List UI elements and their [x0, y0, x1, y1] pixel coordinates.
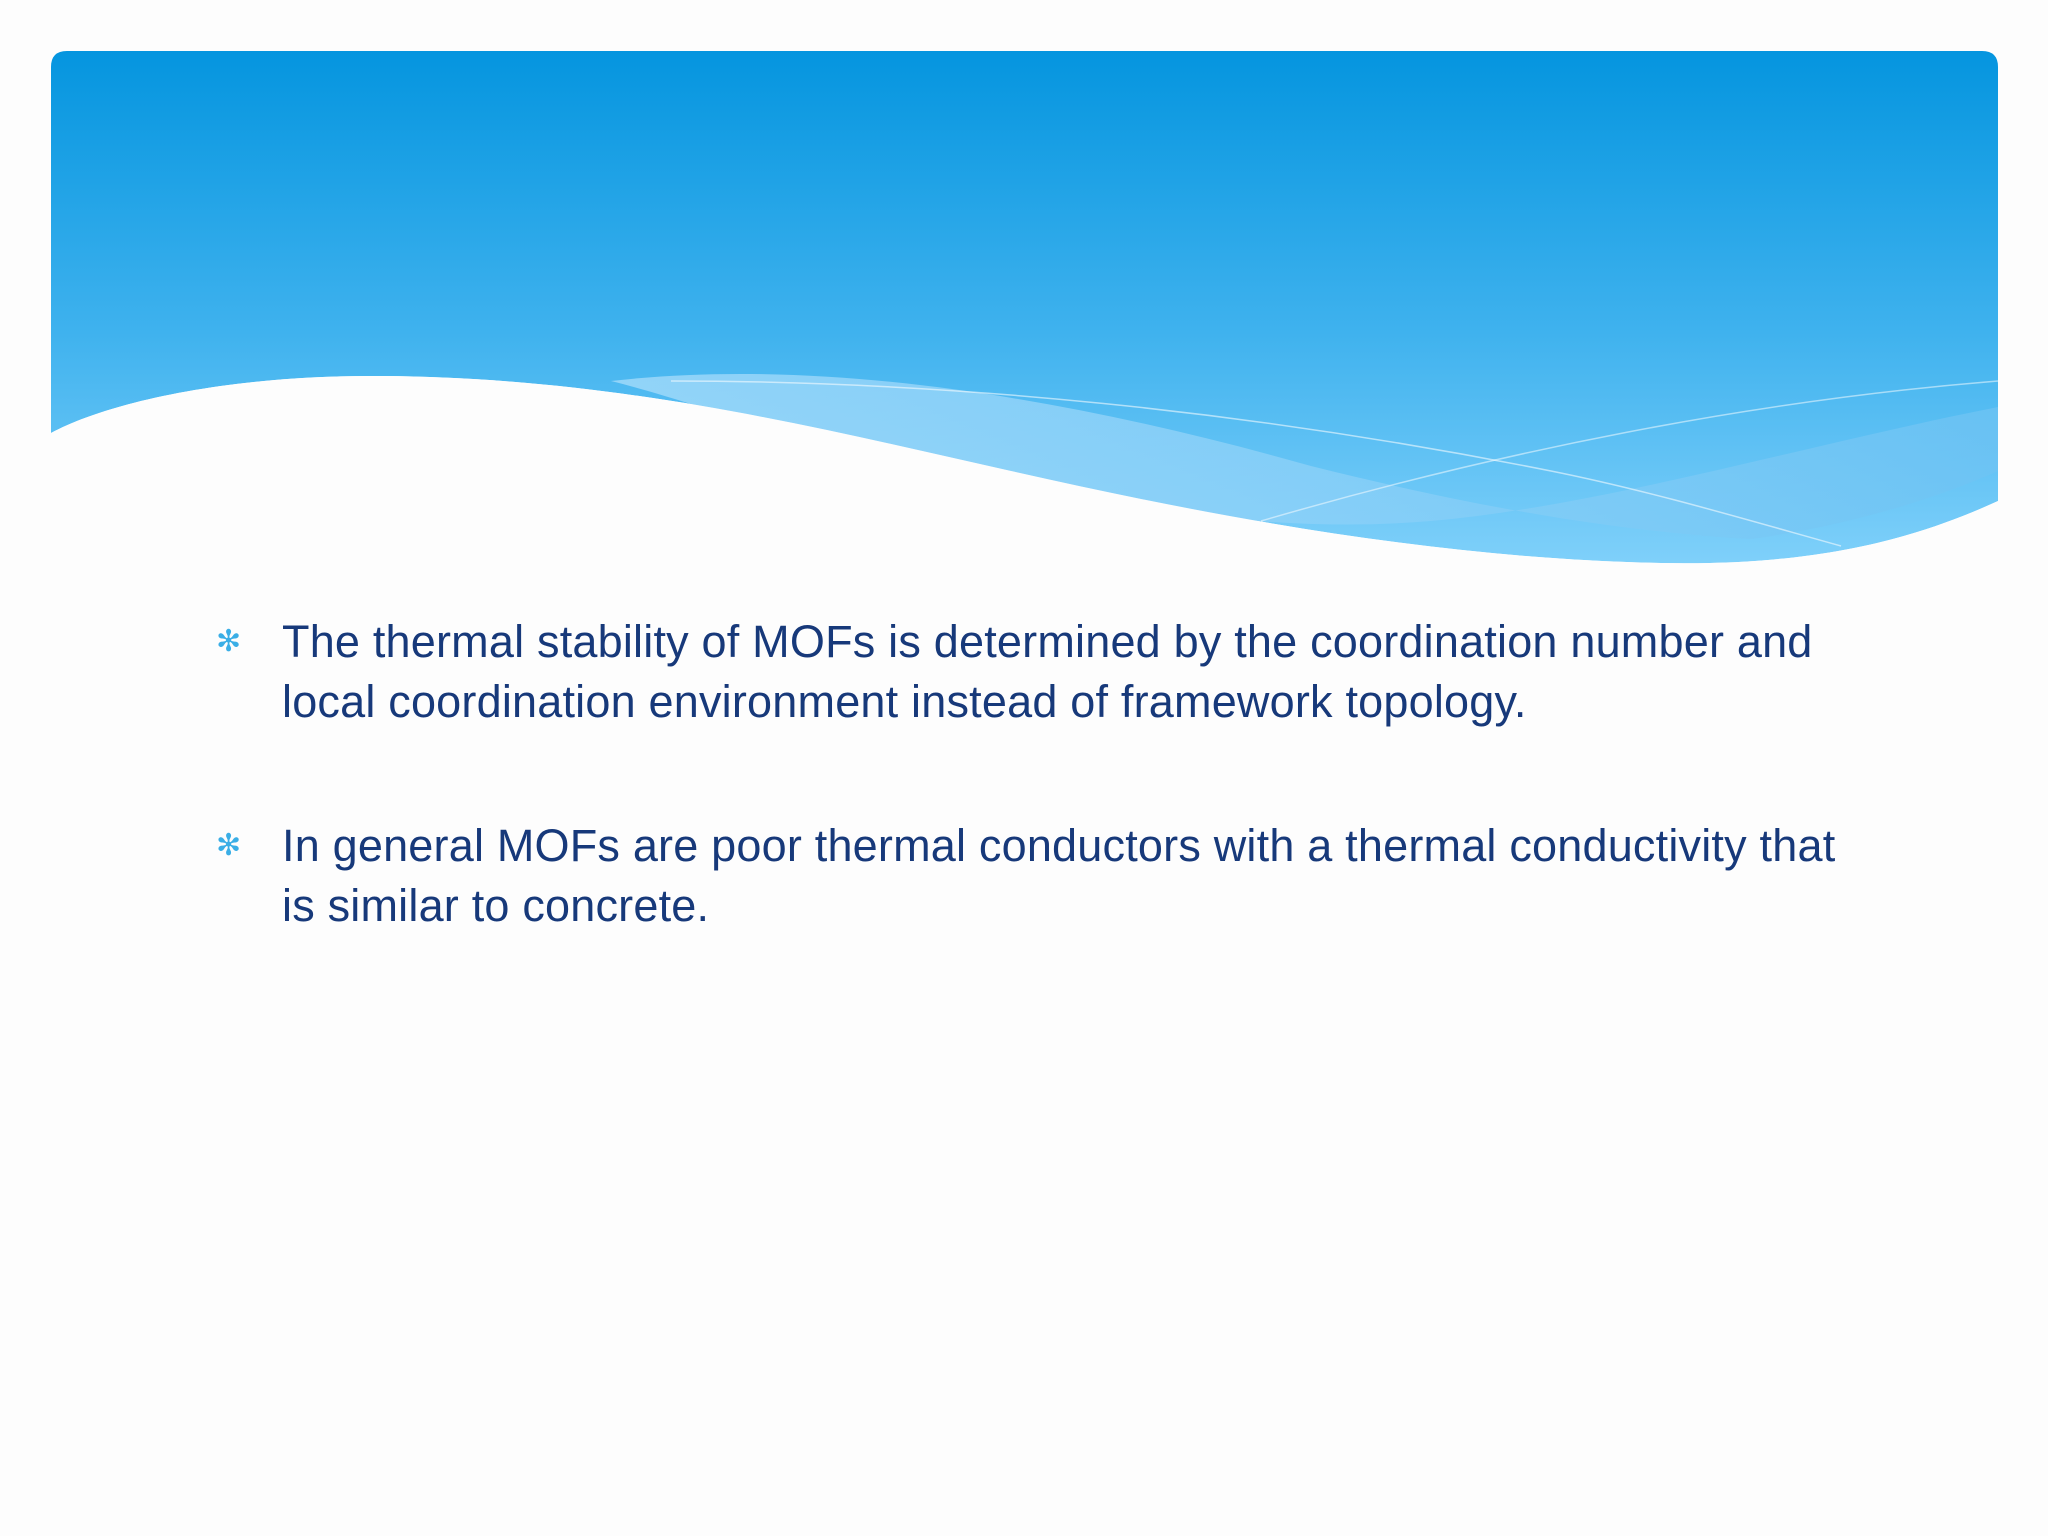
asterisk-bullet-icon: ✻: [216, 624, 242, 659]
bullet-text: The thermal stability of MOFs is determined by the coordination number and local coordination environment instead of framework topology.: [282, 616, 1813, 727]
asterisk-bullet-icon: ✻: [216, 828, 242, 863]
bullet-item: [212, 816, 1852, 936]
bullet-item: [212, 612, 1852, 732]
header-wave-banner: [51, 51, 1998, 571]
bullet-text: In general MOFs are poor thermal conductors with a thermal conductivity that is similar to concrete.: [282, 820, 1836, 931]
bullet-list: [212, 612, 1852, 1020]
